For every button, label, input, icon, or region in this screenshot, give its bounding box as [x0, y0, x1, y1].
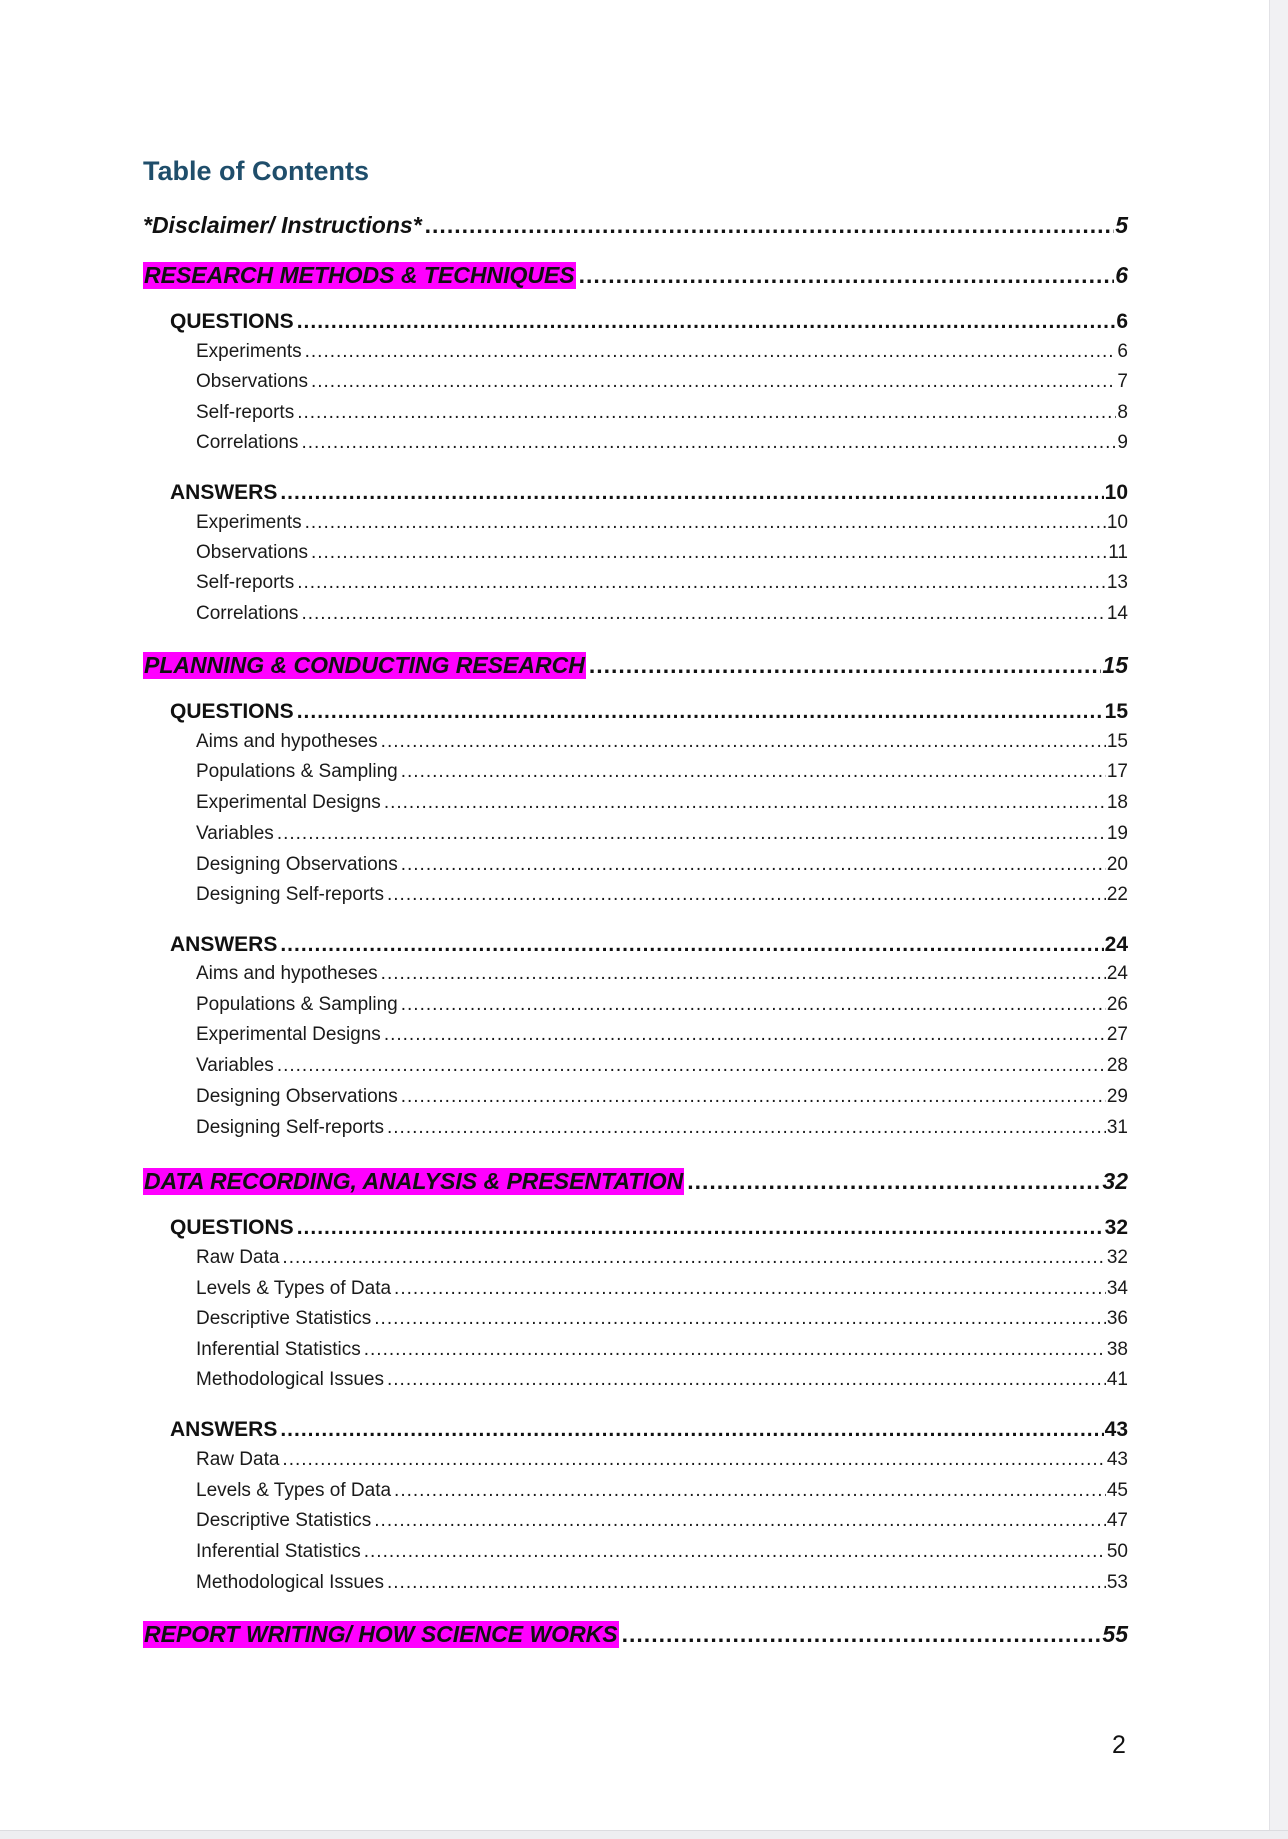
toc-entry-page-number: 10 — [1104, 481, 1128, 504]
toc-entry-disclaimer[interactable] — [143, 212, 1128, 239]
dot-leader — [622, 1621, 1102, 1648]
toc-item[interactable] — [143, 542, 1128, 564]
toc-entry-label: Raw Data — [196, 1247, 280, 1268]
toc-entry-label: Methodological Issues — [196, 1369, 384, 1390]
toc-subsection[interactable] — [143, 310, 1128, 334]
toc-subsection[interactable] — [143, 933, 1128, 957]
toc-entry-page-number: 27 — [1106, 1024, 1128, 1045]
dot-leader — [401, 854, 1106, 876]
toc-entry-page-number: 32 — [1102, 1168, 1128, 1194]
toc-entry-page-number: 15 — [1104, 700, 1128, 723]
toc-entry-label: Levels & Types of Data — [196, 1278, 392, 1299]
toc-entry-label: Inferential Statistics — [196, 1339, 361, 1360]
toc-item[interactable] — [143, 884, 1128, 906]
toc-entry-page-number: 34 — [1106, 1278, 1128, 1299]
dot-leader — [394, 1278, 1106, 1300]
toc-subsection[interactable] — [143, 1216, 1128, 1240]
viewer-gutter-bottom — [0, 1830, 1288, 1839]
dot-leader — [401, 1086, 1106, 1108]
toc-entry-page-number: 38 — [1106, 1339, 1128, 1360]
toc-item[interactable] — [143, 512, 1128, 534]
dot-leader — [364, 1541, 1106, 1563]
dot-leader — [280, 933, 1103, 957]
toc-item[interactable] — [143, 1541, 1128, 1563]
toc-entry-page-number: 29 — [1106, 1086, 1128, 1107]
toc-item[interactable] — [143, 1086, 1128, 1108]
dot-leader — [301, 432, 1116, 454]
toc-entry-page-number: 36 — [1106, 1308, 1128, 1329]
toc-entry-label: Methodological Issues — [196, 1572, 384, 1593]
dot-leader — [384, 792, 1106, 814]
toc-entry-page-number: 55 — [1102, 1621, 1128, 1647]
toc-entry-label: REPORT WRITING/ HOW SCIENCE WORKS — [144, 1621, 618, 1647]
toc-entry-label: Variables — [196, 823, 274, 844]
dot-leader — [297, 310, 1116, 334]
toc-entry-page-number: 5 — [1115, 212, 1128, 238]
dot-leader — [301, 603, 1105, 625]
dot-leader — [297, 1216, 1104, 1240]
toc-entry-label: Raw Data — [196, 1449, 280, 1470]
toc-entry-page-number: 31 — [1106, 1117, 1128, 1138]
toc-entry-page-number: 14 — [1106, 603, 1128, 624]
toc-entry-page-number: 22 — [1106, 884, 1128, 905]
toc-item[interactable] — [143, 402, 1128, 424]
toc-entry-label: Correlations — [196, 432, 299, 453]
dot-leader — [387, 884, 1106, 906]
dot-leader — [394, 1480, 1106, 1502]
toc-entry-label: *Disclaimer/ Instructions* — [143, 212, 422, 238]
toc-entry-label: Self-reports — [196, 402, 295, 423]
dot-leader — [579, 262, 1115, 289]
toc-entry-page-number: 41 — [1106, 1369, 1128, 1390]
dot-leader — [280, 1418, 1103, 1442]
dot-leader — [374, 1510, 1106, 1532]
toc-item[interactable] — [143, 1247, 1128, 1269]
toc-entry-label: DATA RECORDING, ANALYSIS & PRESENTATION — [144, 1168, 684, 1194]
dot-leader — [364, 1339, 1106, 1361]
toc-entry-page-number: 28 — [1106, 1055, 1128, 1076]
dot-leader — [589, 652, 1102, 679]
toc-entry-label: Descriptive Statistics — [196, 1510, 372, 1531]
toc-item[interactable] — [143, 1339, 1128, 1361]
dot-leader — [277, 1055, 1106, 1077]
toc-subsection[interactable] — [143, 481, 1128, 505]
toc-section[interactable] — [143, 262, 1128, 289]
toc-item[interactable] — [143, 1449, 1128, 1471]
dot-leader — [401, 761, 1106, 783]
dot-leader — [381, 963, 1106, 985]
dot-leader — [277, 823, 1106, 845]
toc-entry-page-number: 43 — [1106, 1449, 1128, 1470]
toc-entry-page-number: 8 — [1117, 402, 1128, 423]
toc-subsection[interactable] — [143, 700, 1128, 724]
toc-item[interactable] — [143, 761, 1128, 783]
toc-entry-page-number: 43 — [1104, 1418, 1128, 1441]
toc-title: Table of Contents — [143, 156, 369, 186]
toc-entry-page-number: 18 — [1106, 792, 1128, 813]
toc-item[interactable] — [143, 731, 1128, 753]
toc-item[interactable] — [143, 1572, 1128, 1594]
viewer-gutter-right — [1269, 0, 1288, 1839]
toc-entry-label: Descriptive Statistics — [196, 1308, 372, 1329]
dot-leader — [387, 1369, 1106, 1391]
toc-item[interactable] — [143, 854, 1128, 876]
toc-entry-page-number: 11 — [1108, 542, 1128, 563]
toc-item[interactable] — [143, 1024, 1128, 1046]
toc-item[interactable] — [143, 823, 1128, 845]
toc-entry-label: PLANNING & CONDUCTING RESEARCH — [144, 652, 585, 678]
toc-section[interactable] — [143, 1168, 1128, 1195]
dot-leader — [425, 212, 1115, 239]
toc-item[interactable] — [143, 1308, 1128, 1330]
toc-entry-label: Experimental Designs — [196, 1024, 381, 1045]
toc-entry-page-number: 26 — [1106, 994, 1128, 1015]
toc-item[interactable] — [143, 341, 1128, 363]
toc-entry-label: Designing Self-reports — [196, 884, 384, 905]
toc-item[interactable] — [143, 994, 1128, 1016]
toc-entry-label: ANSWERS — [170, 933, 278, 956]
toc-item[interactable] — [143, 1510, 1128, 1532]
toc-entry-label: Observations — [196, 542, 308, 563]
toc-item[interactable] — [143, 1278, 1128, 1300]
dot-leader — [311, 542, 1107, 564]
dot-leader — [374, 1308, 1106, 1330]
dot-leader — [387, 1117, 1106, 1139]
toc-entry-page-number: 47 — [1106, 1510, 1128, 1531]
toc-entry-page-number: 10 — [1106, 512, 1128, 533]
toc-entry-label: Designing Self-reports — [196, 1117, 384, 1138]
toc-entry-page-number: 19 — [1106, 823, 1128, 844]
toc-entry-page-number: 6 — [1117, 341, 1128, 362]
toc-entry-label: Correlations — [196, 603, 299, 624]
toc-entry-page-number: 17 — [1106, 761, 1128, 782]
toc-entry-page-number: 24 — [1104, 933, 1128, 956]
dot-leader — [401, 994, 1106, 1016]
toc-item[interactable] — [143, 1055, 1128, 1077]
dot-leader — [297, 700, 1104, 724]
toc-section[interactable] — [143, 652, 1128, 679]
toc-entry-label: Aims and hypotheses — [196, 963, 378, 984]
toc-entry-label: QUESTIONS — [170, 1216, 294, 1239]
toc-entry-label: Inferential Statistics — [196, 1541, 361, 1562]
dot-leader — [305, 512, 1106, 534]
toc-entry-page-number: 24 — [1106, 963, 1128, 984]
toc-item[interactable] — [143, 792, 1128, 814]
toc-entry-label: Experimental Designs — [196, 792, 381, 813]
dot-leader — [297, 402, 1116, 424]
toc-entry-label: Experiments — [196, 512, 302, 533]
toc-entry-label: Designing Observations — [196, 854, 398, 875]
toc-entry-page-number: 13 — [1106, 572, 1128, 593]
toc-section[interactable] — [143, 1621, 1128, 1648]
toc-entry-label: Observations — [196, 371, 308, 392]
toc-item[interactable] — [143, 963, 1128, 985]
dot-leader — [282, 1247, 1105, 1269]
toc-entry-label: Designing Observations — [196, 1086, 398, 1107]
toc-item[interactable] — [143, 371, 1128, 393]
dot-leader — [384, 1024, 1106, 1046]
dot-leader — [282, 1449, 1105, 1471]
toc-entry-label: ANSWERS — [170, 1418, 278, 1441]
toc-entry-label: ANSWERS — [170, 481, 278, 504]
toc-item[interactable] — [143, 1117, 1128, 1139]
toc-entry-page-number: 32 — [1106, 1247, 1128, 1268]
toc-entry-page-number: 20 — [1106, 854, 1128, 875]
toc-item[interactable] — [143, 1480, 1128, 1502]
toc-entry-page-number: 32 — [1104, 1216, 1128, 1239]
toc-item[interactable] — [143, 1369, 1128, 1391]
toc-entry-label: Variables — [196, 1055, 274, 1076]
toc-subsection[interactable] — [143, 1418, 1128, 1442]
toc-entry-label: QUESTIONS — [170, 700, 294, 723]
toc-item[interactable] — [143, 603, 1128, 625]
toc-entry-page-number: 6 — [1116, 310, 1128, 333]
dot-leader — [280, 481, 1103, 505]
toc-entry-label: Experiments — [196, 341, 302, 362]
toc-item[interactable] — [143, 432, 1128, 454]
toc-entry-label: Populations & Sampling — [196, 761, 398, 782]
toc-entry-page-number: 15 — [1102, 652, 1128, 678]
dot-leader — [687, 1168, 1101, 1195]
toc-item[interactable] — [143, 572, 1128, 594]
toc-entry-label: RESEARCH METHODS & TECHNIQUES — [144, 262, 575, 288]
toc-entry-page-number: 15 — [1106, 731, 1128, 752]
dot-leader — [387, 1572, 1106, 1594]
toc-entry-label: Levels & Types of Data — [196, 1480, 392, 1501]
toc-entry-label: Aims and hypotheses — [196, 731, 378, 752]
toc-entry-page-number: 50 — [1106, 1541, 1128, 1562]
toc-entry-page-number: 9 — [1117, 432, 1128, 453]
dot-leader — [311, 371, 1116, 393]
toc-entry-label: Self-reports — [196, 572, 295, 593]
page-number: 2 — [1112, 1731, 1126, 1759]
dot-leader — [297, 572, 1106, 594]
toc-entry-label: Populations & Sampling — [196, 994, 398, 1015]
dot-leader — [305, 341, 1117, 363]
dot-leader — [381, 731, 1106, 753]
toc-entry-label: QUESTIONS — [170, 310, 294, 333]
toc-entry-page-number: 6 — [1115, 262, 1128, 288]
toc-entry-page-number: 53 — [1106, 1572, 1128, 1593]
toc-entry-page-number: 7 — [1117, 371, 1128, 392]
toc-entry-page-number: 45 — [1106, 1480, 1128, 1501]
